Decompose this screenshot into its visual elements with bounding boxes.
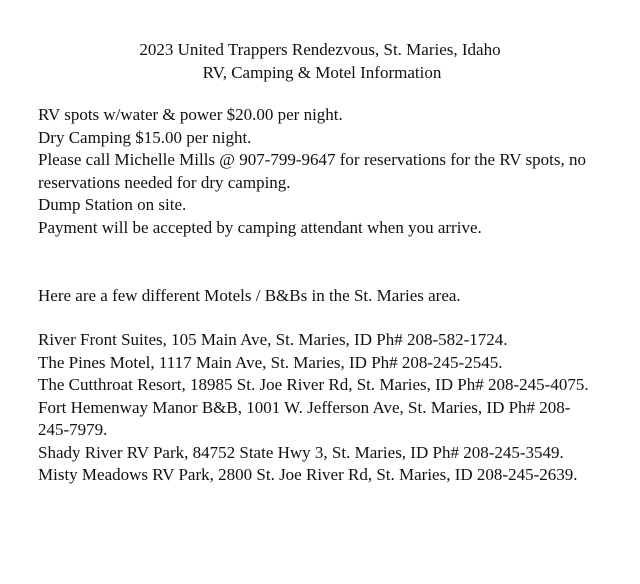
title-line-1: 2023 United Trappers Rendezvous, St. Maries, Idaho [139,40,501,59]
list-item: The Cutthroat Resort, 18985 St. Joe River Rd, St. Maries, ID Ph# 208-245-4075. [38,375,589,394]
list-item: River Front Suites, 105 Main Ave, St. Maries, ID Ph# 208-582-1724. [38,330,508,349]
rv-camping-info [38,104,598,239]
dump-station-note: Dump Station on site. [38,195,187,214]
motels-intro-text: Here are a few different Motels / B&Bs in the St. Maries area. [38,286,461,305]
document-title [0,38,640,84]
dry-camping-rate: Dry Camping $15.00 per night. [38,127,252,147]
title-line-2: RV, Camping & Motel Information [202,63,442,82]
motel-list [38,329,598,487]
list-item: Misty Meadows RV Park, 2800 St. Joe River Rd, St. Maries, ID 208-245-2639. [38,465,578,484]
list-item: Shady River RV Park, 84752 State Hwy 3, St. Maries, ID Ph# 208-245-3549. [38,442,564,462]
list-item: The Pines Motel, 1117 Main Ave, St. Maries, ID Ph# 208-245-2545. [38,352,503,372]
motels-intro [38,285,598,308]
list-item: Fort Hemenway Manor B&B, 1001 W. Jefferson Ave, St. Maries, ID Ph# 208-245-7979. [38,397,571,439]
payment-note: Payment will be accepted by camping attendant when you arrive. [38,217,482,237]
rv-power-rate: RV spots w/water & power $20.00 per night. [38,105,343,124]
reservation-contact: Please call Michelle Mills @ 907-799-9647 for reservations for the RV spots, no reservations needed for dry camping. [38,150,586,192]
